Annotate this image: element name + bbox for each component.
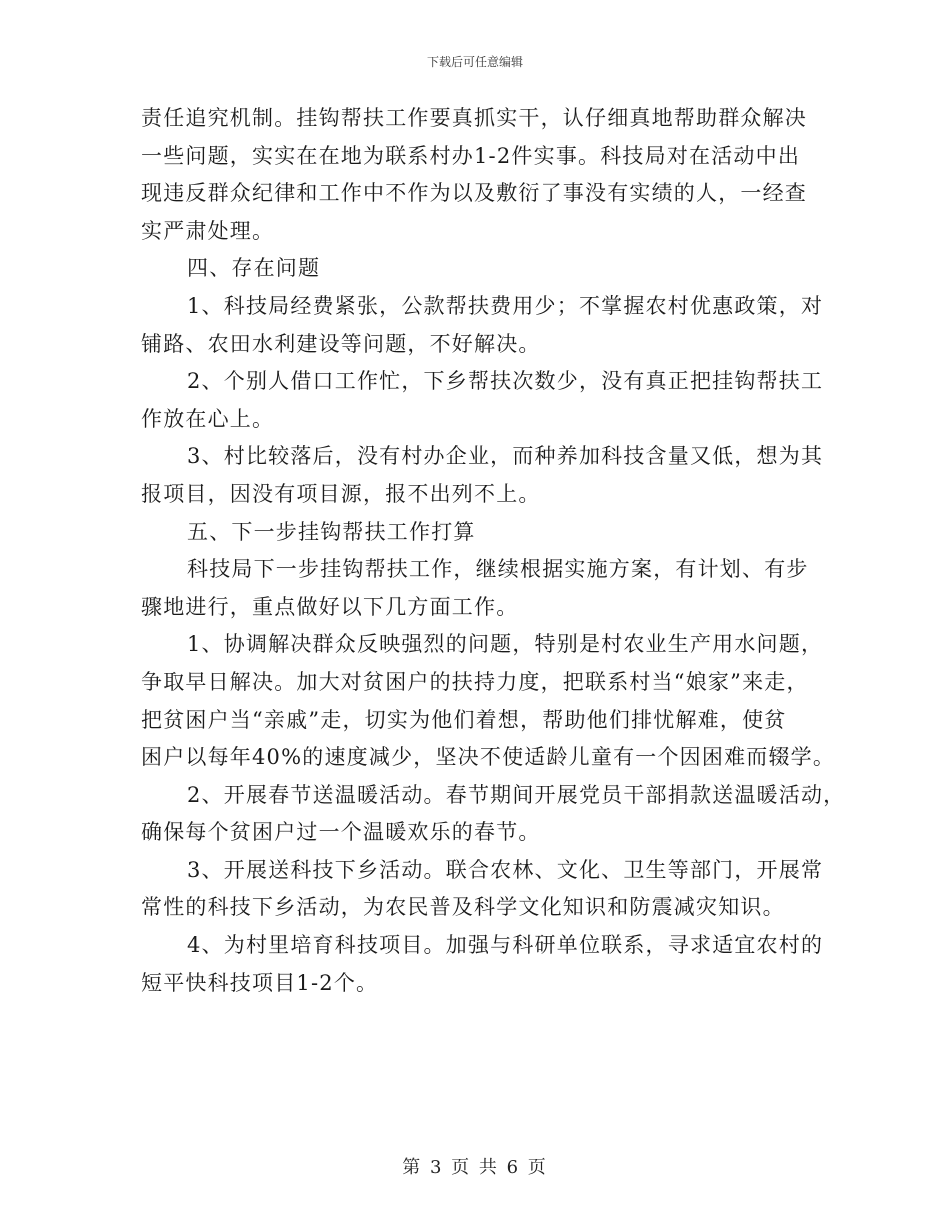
text-line: 责任追究机制。挂钩帮扶工作要真抓实干，认仔细真地帮助群众解决 — [141, 106, 807, 130]
text-line: 现违反群众纪律和工作中不作为以及敷衍了事没有实绩的人，一经查 — [141, 181, 807, 206]
page-number: 第 3 页 共 6 页 — [402, 1157, 548, 1178]
text-line: 3、村比较落后，没有村办企业，而种养加科技含量又低，想为其 — [187, 444, 824, 469]
text-line: 实严肃处理。 — [141, 218, 275, 243]
text-line: 1、科技局经费紧张，公款帮扶费用少；不掌握农村优惠政策，对 — [187, 293, 824, 318]
text-line: 铺路、农田水利建设等问题，不好解决。 — [141, 331, 541, 356]
text-line: 3、开展送科技下乡活动。联合农林、文化、卫生等部门，开展常 — [187, 857, 824, 882]
document-body — [141, 100, 846, 1002]
text-line: 把贫困户当“亲戚”走，切实为他们着想，帮助他们排忧解难，使贫 — [141, 707, 787, 732]
page-header: 下载后可任意编辑 — [426, 55, 523, 69]
text-line: 科技局下一步挂钩帮扶工作，继续根据实施方案，有计划、有步 — [187, 557, 809, 582]
text-line: 骤地进行，重点做好以下几方面工作。 — [141, 594, 519, 619]
text-line: 五、下一步挂钩帮扶工作打算 — [187, 519, 476, 544]
text-line: 争取早日解决。加大对贫困户的扶持力度，把联系村当“娘家”来走， — [141, 669, 809, 694]
text-line: 2、开展春节送温暖活动。春节期间开展党员干部捐款送温暖活动， — [187, 782, 846, 807]
text-line: 常性的科技下乡活动，为农民普及科学文化知识和防震减灾知识。 — [141, 895, 785, 920]
text-line: 1、协调解决群众反映强烈的问题，特别是村农业生产用水问题， — [187, 632, 824, 657]
text-line: 4、为村里培育科技项目。加强与科研单位联系，寻求适宜农村的 — [187, 933, 824, 958]
text-line: 作放在心上。 — [141, 406, 275, 431]
text-line: 2、个别人借口工作忙，下乡帮扶次数少，没有真正把挂钩帮扶工 — [187, 369, 824, 394]
text-line: 短平快科技项目1-2个。 — [141, 970, 379, 995]
text-line: 四、存在问题 — [187, 256, 321, 281]
text-line: 一些问题，实实在在地为联系村办1-2件实事。科技局对在活动中出 — [141, 143, 801, 168]
text-line: 确保每个贫困户过一个温暖欢乐的春节。 — [141, 820, 541, 845]
text-line: 困户以每年40%的速度减少，坚决不使适龄儿童有一个因困难而辍学。 — [141, 745, 836, 770]
text-line: 报项目，因没有项目源，报不出列不上。 — [141, 481, 541, 506]
